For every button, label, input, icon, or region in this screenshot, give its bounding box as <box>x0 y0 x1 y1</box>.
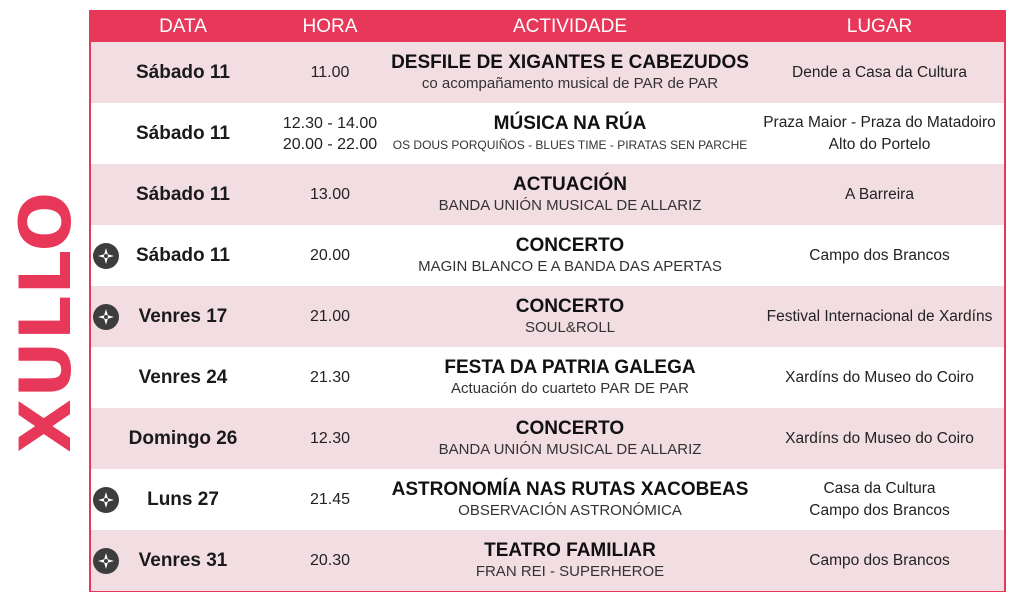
place-text: Alto do Portelo <box>828 135 931 153</box>
activity-cell <box>385 286 755 347</box>
hour-text: 11.00 <box>310 64 350 81</box>
place-text: Dende a Casa da Cultura <box>792 63 967 81</box>
table-body <box>91 42 1004 591</box>
activity-title: ASTRONOMÍA NAS RUTAS XACOBEAS <box>391 478 749 500</box>
date-text: Venres 31 <box>138 549 228 571</box>
date-text: Sábado 11 <box>136 183 230 205</box>
date-cell <box>91 530 275 591</box>
activity-subtitle: BANDA UNIÓN MUSICAL DE ALLARIZ <box>438 196 702 214</box>
place-text: Praza Maior - Praza do Matadoiro <box>763 113 996 131</box>
place-cell <box>755 164 1004 225</box>
place-text: A Barreira <box>845 185 914 203</box>
table-row <box>91 530 1004 591</box>
activity-subtitle: OBSERVACIÓN ASTRONÓMICA <box>458 501 682 519</box>
header-hour: HORA <box>302 16 358 37</box>
header-place: LUGAR <box>846 16 913 37</box>
place-cell <box>755 408 1004 469</box>
table-row <box>91 347 1004 408</box>
star-compass-icon <box>93 487 119 513</box>
hour-cell <box>275 286 385 347</box>
date-cell <box>91 469 275 530</box>
place-text: Xardíns do Museo do Coiro <box>785 429 974 447</box>
place-cell <box>755 347 1004 408</box>
events-table <box>89 10 1006 592</box>
hour-text: 20.00 - 22.00 <box>282 135 378 153</box>
date-cell <box>91 347 275 408</box>
activity-title: CONCERTO <box>515 417 625 439</box>
hour-text: 21.30 <box>309 369 351 386</box>
hour-text: 21.45 <box>309 491 351 508</box>
table-header <box>91 12 1004 42</box>
hour-cell <box>275 42 385 103</box>
hour-cell <box>275 103 385 164</box>
star-compass-icon <box>93 548 119 574</box>
month-text: XULLO <box>5 190 87 454</box>
table-row <box>91 103 1004 164</box>
activity-title: CONCERTO <box>515 234 625 256</box>
hour-text: 12.30 <box>309 430 351 447</box>
place-text: Campo dos Brancos <box>809 246 950 264</box>
hour-text: 13.00 <box>309 186 351 203</box>
activity-subtitle: BANDA UNIÓN MUSICAL DE ALLARIZ <box>438 440 702 458</box>
place-cell <box>755 103 1004 164</box>
header-activity: ACTIVIDADE <box>512 16 628 37</box>
place-text: Campo dos Brancos <box>809 551 950 569</box>
place-text: Xardíns do Museo do Coiro <box>785 368 974 386</box>
activity-cell <box>385 469 755 530</box>
activity-cell <box>385 347 755 408</box>
star-compass-icon <box>93 243 119 269</box>
date-cell <box>91 286 275 347</box>
activity-subtitle: Actuación do cuarteto PAR DE PAR <box>451 379 689 397</box>
activity-title: MÚSICA NA RÚA <box>493 112 647 134</box>
activity-cell <box>385 164 755 225</box>
hour-cell <box>275 347 385 408</box>
hour-cell <box>275 164 385 225</box>
date-cell <box>91 225 275 286</box>
activity-title: DESFILE DE XIGANTES E CABEZUDOS <box>391 51 749 73</box>
hour-cell <box>275 469 385 530</box>
place-text: Festival Internacional de Xardíns <box>766 307 993 325</box>
date-text: Sábado 11 <box>136 244 230 266</box>
place-text: Casa da Cultura <box>823 479 936 497</box>
hour-cell <box>275 530 385 591</box>
hour-text: 21.00 <box>309 308 351 325</box>
place-cell <box>755 286 1004 347</box>
date-text: Venres 17 <box>138 305 228 327</box>
date-text: Sábado 11 <box>136 122 230 144</box>
hour-text: 20.00 <box>309 247 351 264</box>
activity-title: CONCERTO <box>515 295 625 317</box>
place-cell <box>755 530 1004 591</box>
star-compass-icon <box>93 304 119 330</box>
place-cell <box>755 225 1004 286</box>
table-row <box>91 164 1004 225</box>
hour-text: 20.30 <box>309 552 351 569</box>
place-cell <box>755 42 1004 103</box>
activity-cell <box>385 103 755 164</box>
month-label <box>5 190 87 454</box>
activity-subtitle: MAGIN BLANCO E A BANDA DAS APERTAS <box>418 257 722 275</box>
table-row <box>91 469 1004 530</box>
activity-title: FESTA DA PATRIA GALEGA <box>444 356 696 378</box>
activity-subtitle: SOUL&ROLL <box>524 318 616 336</box>
date-text: Luns 27 <box>147 488 219 510</box>
activity-cell <box>385 408 755 469</box>
activity-cell <box>385 530 755 591</box>
date-cell <box>91 103 275 164</box>
activity-cell <box>385 42 755 103</box>
activity-title: ACTUACIÓN <box>513 173 627 195</box>
table-row <box>91 286 1004 347</box>
hour-cell <box>275 408 385 469</box>
hour-cell <box>275 225 385 286</box>
activity-subtitle: FRAN REI - SUPERHEROE <box>475 562 665 580</box>
place-text: Campo dos Brancos <box>809 501 950 519</box>
date-cell <box>91 408 275 469</box>
table-row <box>91 225 1004 286</box>
activity-subtitle: co acompañamento musical de PAR de PAR <box>421 74 719 92</box>
date-text: Venres 24 <box>138 366 228 388</box>
activity-cell <box>385 225 755 286</box>
hour-text: 12.30 - 14.00 <box>282 114 378 132</box>
date-cell <box>91 42 275 103</box>
activity-title: TEATRO FAMILIAR <box>484 539 656 561</box>
table-row <box>91 408 1004 469</box>
date-text: Domingo 26 <box>128 427 238 449</box>
date-text: Sábado 11 <box>136 61 230 83</box>
header-date: DATA <box>159 16 207 37</box>
date-cell <box>91 164 275 225</box>
place-cell <box>755 469 1004 530</box>
table-row <box>91 42 1004 103</box>
activity-subtitle: OS DOUS PORQUIÑOS - BLUES TIME - PIRATAS SEN PARCHE <box>392 137 748 152</box>
